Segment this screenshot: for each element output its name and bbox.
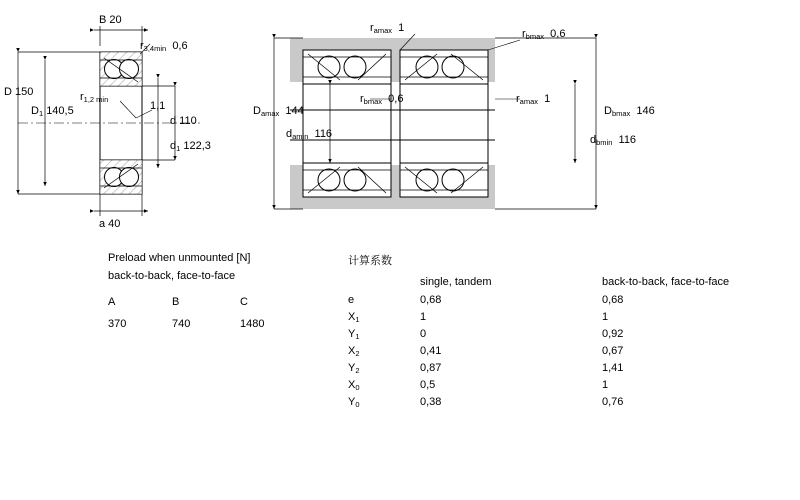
factors-row-btb-3: 0,67	[602, 345, 624, 357]
factors-row-btb-5: 1	[602, 379, 609, 391]
label-d: d 110	[170, 115, 197, 127]
label-r34min: $r_{3,4min}$ 0,6	[140, 40, 188, 53]
dim-a	[94, 194, 148, 216]
label-damin: $d_{amin}$ 116	[286, 128, 333, 141]
factors-title: 计算系数	[348, 255, 392, 267]
factors-row-label-2: $Y_1$	[348, 328, 360, 341]
label-rbmax-top: $r_{bmax}$ 0,6	[522, 28, 566, 41]
factors-row-single-2: 0	[420, 328, 427, 340]
preload-val-A: 370	[108, 318, 127, 330]
label-r12min-value: 1,1	[150, 100, 166, 112]
label-Dbmax: $D_{bmax}$ 146	[604, 105, 655, 118]
factors-row-single-0: 0,68	[420, 294, 442, 306]
dim-Dbmax	[495, 38, 596, 209]
preload-val-B: 740	[172, 318, 191, 330]
factors-row-single-1: 1	[420, 311, 427, 323]
factors-row-single-4: 0,87	[420, 362, 442, 374]
preload-subtitle: back-to-back, face-to-face	[108, 270, 236, 282]
factors-row-single-6: 0,38	[420, 396, 442, 408]
factors-header-btb: back-to-back, face-to-face	[602, 276, 730, 288]
factors-row-btb-2: 0,92	[602, 328, 624, 340]
label-ramax-mid: $r_{amax}$ 1	[516, 93, 551, 106]
factors-row-btb-6: 0,76	[602, 396, 624, 408]
label-a: a 40	[99, 218, 121, 230]
factors-header-single: single, tandem	[420, 276, 492, 288]
factors-row-single-5: 0,5	[420, 379, 436, 391]
preload-table	[108, 252, 250, 282]
right-bearing-pair	[290, 38, 495, 209]
label-rbmax-mid: $r_{bmax}$ 0,6	[360, 93, 404, 106]
label-r12min: $r_{1,2 min}$	[80, 91, 109, 104]
preload-val-C: 1480	[240, 318, 265, 330]
factors-row-label-5: $X_0$	[348, 379, 360, 392]
factors-row-label-6: $Y_0$	[348, 396, 360, 409]
factors-row-btb-0: 0,68	[602, 294, 624, 306]
factors-row-label-1: $X_1$	[348, 311, 360, 324]
factors-row-label-4: $Y_2$	[348, 362, 360, 375]
preload-title: Preload when unmounted [N]	[108, 252, 251, 264]
factors-row-label-0: e	[348, 294, 355, 306]
factors-row-btb-1: 1	[602, 311, 609, 323]
label-B: B 20	[99, 14, 122, 26]
label-dbmin: $d_{bmin}$ 116	[590, 134, 637, 147]
factors-row-single-3: 0,41	[420, 345, 442, 357]
factors-row-btb-4: 1,41	[602, 362, 624, 374]
label-d1: $d_1$ 122,3	[170, 140, 211, 153]
label-D: D 150	[4, 86, 34, 98]
label-Damax: $D_{amax}$ 144	[253, 105, 304, 118]
factors-row-label-3: $X_2$	[348, 345, 360, 358]
leader-r12	[120, 101, 152, 118]
preload-col-A: A	[108, 296, 116, 308]
preload-col-C: C	[240, 296, 248, 308]
label-D1: $D_1$ 140,5	[31, 105, 74, 118]
preload-col-B: B	[172, 296, 180, 308]
label-ramax-top: $r_{amax}$ 1	[370, 22, 405, 35]
